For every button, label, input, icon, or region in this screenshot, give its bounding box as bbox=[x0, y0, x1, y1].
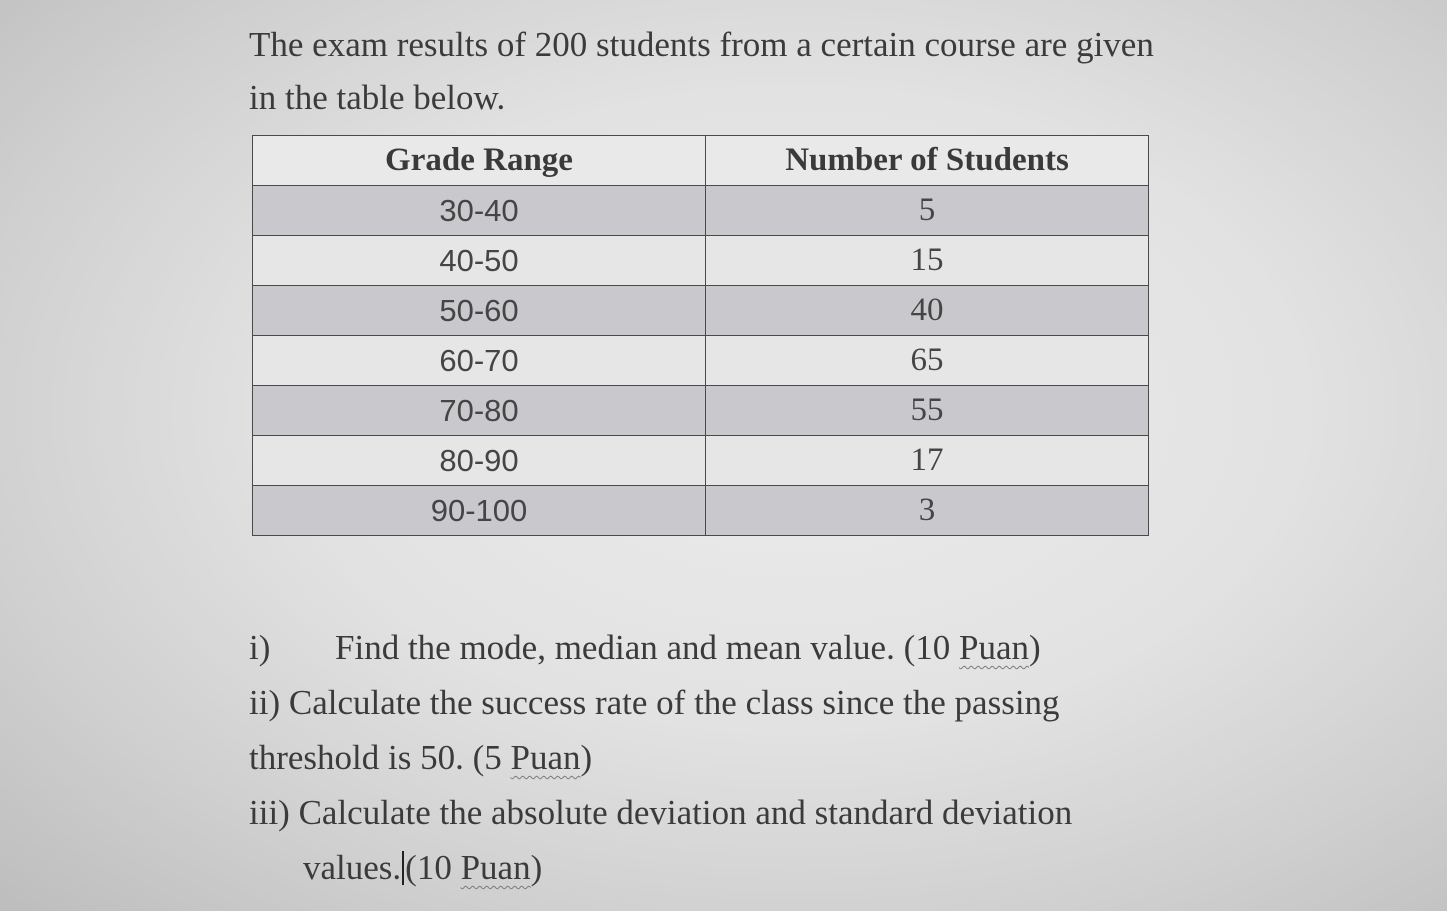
table-header-row bbox=[253, 136, 1149, 186]
question-iii-line-2[interactable] bbox=[249, 840, 1159, 895]
question-iii-line-1: iii) Calculate the absolute deviation and standard deviation bbox=[249, 793, 1073, 832]
puan-word: Puan bbox=[510, 738, 581, 777]
table-row bbox=[253, 436, 1149, 486]
question-i bbox=[249, 620, 1159, 675]
question-iii-text: values. bbox=[303, 848, 402, 887]
number-of-students-header: Number of Students bbox=[706, 136, 1149, 186]
puan-word: Puan bbox=[460, 848, 531, 887]
grade-range-cell: 60-70 bbox=[253, 336, 706, 386]
table-row bbox=[253, 486, 1149, 536]
question-ii-line-1: ii) Calculate the success rate of the class since the passing bbox=[249, 683, 1060, 722]
puan-word: Puan bbox=[959, 628, 1030, 667]
student-count-cell: 15 bbox=[706, 236, 1149, 286]
student-count-cell: 17 bbox=[706, 436, 1149, 486]
grade-distribution-table bbox=[252, 135, 1149, 536]
closing-paren: ) bbox=[1029, 628, 1041, 667]
grade-range-cell: 30-40 bbox=[253, 186, 706, 236]
grade-range-cell: 40-50 bbox=[253, 236, 706, 286]
student-count-cell: 3 bbox=[706, 486, 1149, 536]
intro-paragraph: The exam results of 200 students from a certain course are given in the table below. bbox=[249, 25, 1154, 117]
question-iii-points: (10 bbox=[405, 848, 461, 887]
table-row bbox=[253, 386, 1149, 436]
grade-range-cell: 90-100 bbox=[253, 486, 706, 536]
closing-paren: ) bbox=[580, 738, 593, 777]
text-cursor bbox=[402, 851, 404, 885]
student-count-cell: 65 bbox=[706, 336, 1149, 386]
grade-range-cell: 80-90 bbox=[253, 436, 706, 486]
question-ii-text: threshold is 50. (5 bbox=[249, 738, 511, 777]
question-i-text: Find the mode, median and mean value. (10 bbox=[335, 628, 960, 667]
student-count-cell: 55 bbox=[706, 386, 1149, 436]
grade-range-cell: 70-80 bbox=[253, 386, 706, 436]
student-count-cell: 5 bbox=[706, 186, 1149, 236]
table-row bbox=[253, 186, 1149, 236]
student-count-cell: 40 bbox=[706, 286, 1149, 336]
closing-paren: ) bbox=[530, 848, 543, 887]
table-row bbox=[253, 286, 1149, 336]
table-row bbox=[253, 236, 1149, 286]
grade-range-header: Grade Range bbox=[253, 136, 706, 186]
table-row bbox=[253, 336, 1149, 386]
questions-section bbox=[249, 620, 1159, 895]
grade-range-cell: 50-60 bbox=[253, 286, 706, 336]
question-ii-line-2 bbox=[249, 730, 1159, 785]
question-i-number: i) bbox=[249, 628, 271, 667]
